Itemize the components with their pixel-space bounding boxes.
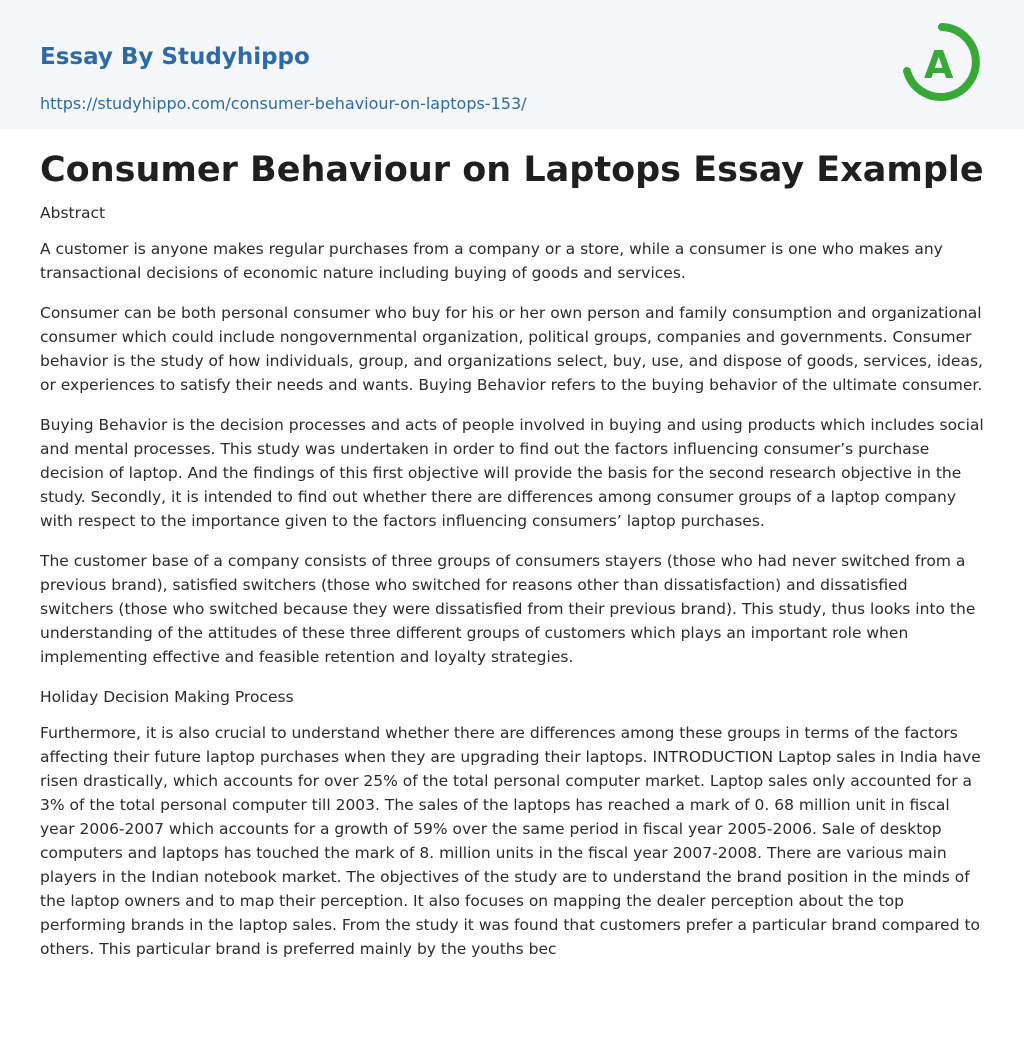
- essay-paragraph-2: Consumer can be both personal consumer who buy for his or her own person and family consumption and organizational consumer which could include nongovernmental organization, political groups, companies and governments. Consumer behavior is the study of how individuals, group, and organizations select, buy, use, and dispose of goods, services, ideas, or experiences to satisfy their needs and wants. Buying Behavior refers to the buying behavior of the ultimate consumer.: [40, 304, 983, 394]
- essay-paragraph-4: The customer base of a company consists of three groups of consumers stayers (those who had never switched from a previous brand), satisfied switchers (those who switched for reasons other than dissatisfaction) and dissatisfied switchers (those who switched because they were dissatisfied from their previous brand). This study, thus looks into the understanding of the attitudes of these three different groups of customers which plays an important role when implementing effective and feasible retention and loyalty strategies.: [40, 552, 976, 666]
- essay-paragraph-1: A customer is anyone makes regular purchases from a company or a store, while a consumer is one who makes any transactional decisions of economic nature including buying of goods and services.: [40, 240, 943, 282]
- essay-paragraph-5: Furthermore, it is also crucial to understand whether there are differences among these groups in terms of the factors affecting their future laptop purchases when they are upgrading their laptops. INTRODUCTION Laptop sales in India have risen drastically, which accounts for over 25% of the total personal computer market. Laptop sales only accounted for a 3% of the total personal computer till 2003. The sales of the laptops has reached a mark of 0. 68 million unit in fiscal year 2006-2007 which accounts for a growth of 59% over the same period in fiscal year 2005-2006. Sale of desktop computers and laptops has touched the mark of 8. million units in the fiscal year 2007-2008. There are various main players in the Indian notebook market. The objectives of the study are to understand the brand position in the minds of the laptop owners and to map their perception. It also focuses on mapping the dealer perception about the top performing brands in the laptop sales. From the study it was found that customers prefer a particular brand compared to others. This particular brand is preferred mainly by the youths bec: [40, 724, 981, 958]
- page-title: Consumer Behaviour on Laptops Essay Example: [40, 150, 984, 190]
- section-subheading: Holiday Decision Making Process: [40, 688, 294, 706]
- essay-content: [0, 147, 1024, 961]
- studyhippo-logo-icon: [899, 19, 985, 105]
- essay-paragraph-3: Buying Behavior is the decision processes and acts of people involved in buying and using products which includes social and mental processes. This study was undertaken in order to find out the factors influencing consumer’s purchase decision of laptop. And the findings of this first objective will provide the basis for the second research objective in the study. Secondly, it is intended to find out whether there are differences among consumer groups of a laptop company with respect to the importance given to the factors influencing consumers’ laptop purchases.: [40, 416, 984, 530]
- site-header: [0, 0, 1024, 129]
- site-brand: Essay By Studyhippo: [40, 44, 310, 70]
- essay-url-link[interactable]: https://studyhippo.com/consumer-behaviour-on-laptops-153/: [40, 94, 527, 113]
- logo-letter: A: [924, 43, 954, 87]
- abstract-label: Abstract: [40, 204, 106, 222]
